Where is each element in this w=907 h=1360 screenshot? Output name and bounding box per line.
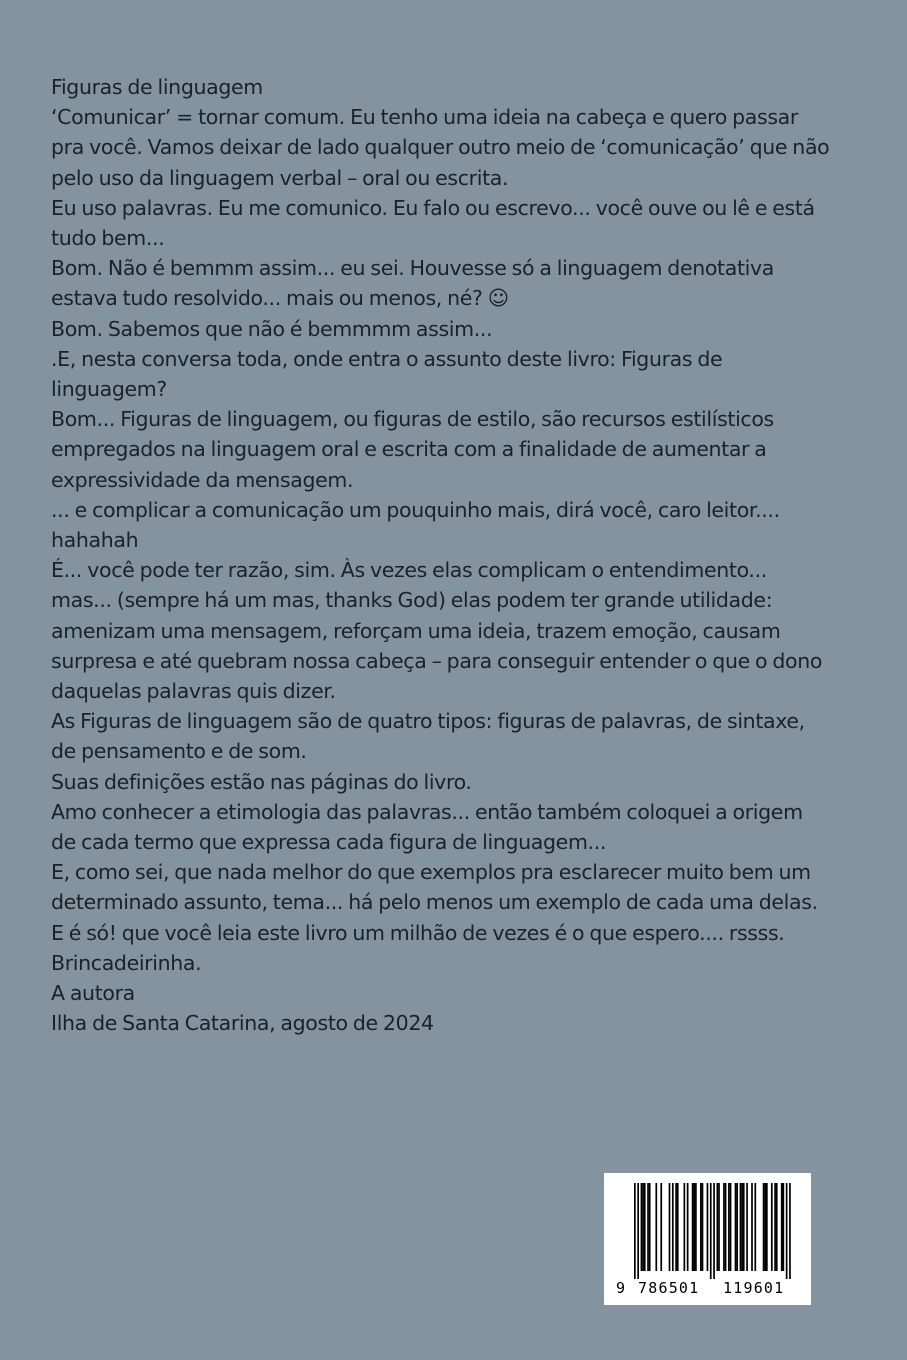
barcode-bar [725, 1183, 727, 1271]
barcode-bar [781, 1183, 783, 1271]
barcode-bar [675, 1183, 677, 1271]
blurb-paragraph: ‘Comunicar’ = tornar comum. Eu tenho uma ideia na cabeça e quero passar pra você. Vamos deixar de lado qualquer outro meio de ‘comunicação’ que não pelo uso da linguagem verbal – oral ou escrita. [51, 105, 835, 190]
blurb-paragraph: Bom. Sabemos que não é bemmmm assim... [51, 316, 493, 341]
barcode-bar [783, 1183, 785, 1271]
barcode-left-digits: 786501 [638, 1279, 700, 1297]
barcode-bar [754, 1183, 756, 1271]
barcode-bar [776, 1183, 778, 1271]
barcode-bar [655, 1183, 657, 1271]
barcode-bar [693, 1183, 695, 1271]
barcode-right-digits: 119601 [723, 1279, 785, 1297]
barcode-bar [672, 1183, 674, 1271]
barcode-bar [743, 1183, 745, 1271]
blurb-paragraph: .E, nesta conversa toda, onde entra o assunto deste livro: Figuras de linguagem? [51, 346, 728, 402]
barcode-bar [684, 1183, 686, 1271]
blurb-paragraph: Eu uso palavras. Eu me comunico. Eu falo ou escrevo... você ouve ou lê e está tudo bem... [51, 195, 820, 251]
blurb-paragraph: Bom. Não é bemmm assim... eu sei. Houvesse só a linguagem denotativa estava tudo resolvido... mais ou menos, né? ☺ [51, 256, 780, 311]
barcode-first-digit: 9 [616, 1279, 626, 1297]
blurb-paragraph: Suas definições estão nas páginas do livro. [51, 769, 472, 794]
barcode-bar [644, 1183, 646, 1271]
barcode-bar [700, 1183, 702, 1271]
barcode-bar [746, 1183, 748, 1271]
barcode-bar [766, 1183, 768, 1271]
barcode-bar [695, 1183, 697, 1271]
barcode-guard-bar [634, 1183, 636, 1279]
barcode-bar [763, 1183, 765, 1271]
blurb-paragraph: E é só! que você leia este livro um milhão de vezes é o que espero.... rssss. Brincadeirinha. [51, 920, 790, 975]
barcode-guard-bar [786, 1183, 788, 1279]
barcode-bar [649, 1183, 651, 1271]
blurb-paragraph: É... você pode ter razão, sim. Às vezes elas complicam o entendimento... mas... (sempre há um mas, thanks God) elas podem ter grande utilidade: amenizam uma mensagem, reforçam uma ideia, trazem emoção, causam surpresa e até quebram nossa cabeça – para conseguir entender o que o dono daquelas palavras quis dizer. [51, 558, 828, 704]
barcode-guard-bar [637, 1183, 639, 1279]
blurb-paragraph: Amo conhecer a etimologia das palavras... então também coloquei a origem de cada termo que expressa cada figura de linguagem... [51, 799, 808, 855]
barcode-bar [774, 1183, 776, 1271]
barcode-bar [771, 1183, 773, 1271]
barcode-bar [764, 1183, 766, 1271]
blurb-paragraph: As Figuras de linguagem são de quatro tipos: figuras de palavras, de sintaxe, de pensamento e de som. [51, 709, 810, 764]
barcode-bar [730, 1183, 732, 1271]
barcode-bar [740, 1183, 742, 1271]
author-signature: A autora [51, 981, 135, 1006]
barcode-bar [723, 1183, 725, 1271]
barcode-bar [707, 1183, 709, 1271]
barcode-bar [677, 1183, 679, 1271]
barcode-bar [735, 1183, 737, 1271]
isbn-barcode [604, 1173, 811, 1305]
blurb-title: Figuras de linguagem [51, 75, 263, 99]
barcode-bar [717, 1183, 719, 1271]
barcode-bar [641, 1183, 643, 1271]
back-cover-blurb [51, 72, 835, 1039]
barcode-bar [751, 1183, 753, 1271]
blurb-paragraph: E, como sei, que nada melhor do que exemplos pra esclarecer muito bem um determinado assunto, tema... há pelo menos um exemplo de cada uma delas. [51, 860, 818, 915]
blurb-paragraph: Bom... Figuras de linguagem, ou figuras de estilo, são recursos estilísticos empregados na linguagem oral e escrita com a finalidade de aumentar a expressividade da mensagem. [51, 407, 780, 492]
place-date: Ilha de Santa Catarina, agosto de 2024 [51, 1011, 434, 1036]
barcode-bar [642, 1183, 644, 1271]
barcode-bar [647, 1183, 649, 1271]
barcode-bar [718, 1183, 720, 1271]
barcode-bar [692, 1183, 694, 1271]
barcode-bar [660, 1183, 662, 1271]
barcode-bar [728, 1183, 730, 1271]
barcode-guard-bar [710, 1183, 712, 1279]
barcode-guard-bar [789, 1183, 791, 1279]
barcode-guard-bar [713, 1183, 715, 1279]
blurb-paragraph: ... e complicar a comunicação um pouquinho mais, dirá você, caro leitor.... hahahah [51, 497, 785, 553]
barcode-bar [702, 1183, 704, 1271]
barcode-bar [741, 1183, 743, 1271]
barcode-bar [687, 1183, 689, 1271]
barcode-bar [736, 1183, 738, 1271]
barcode-bar [669, 1183, 671, 1271]
